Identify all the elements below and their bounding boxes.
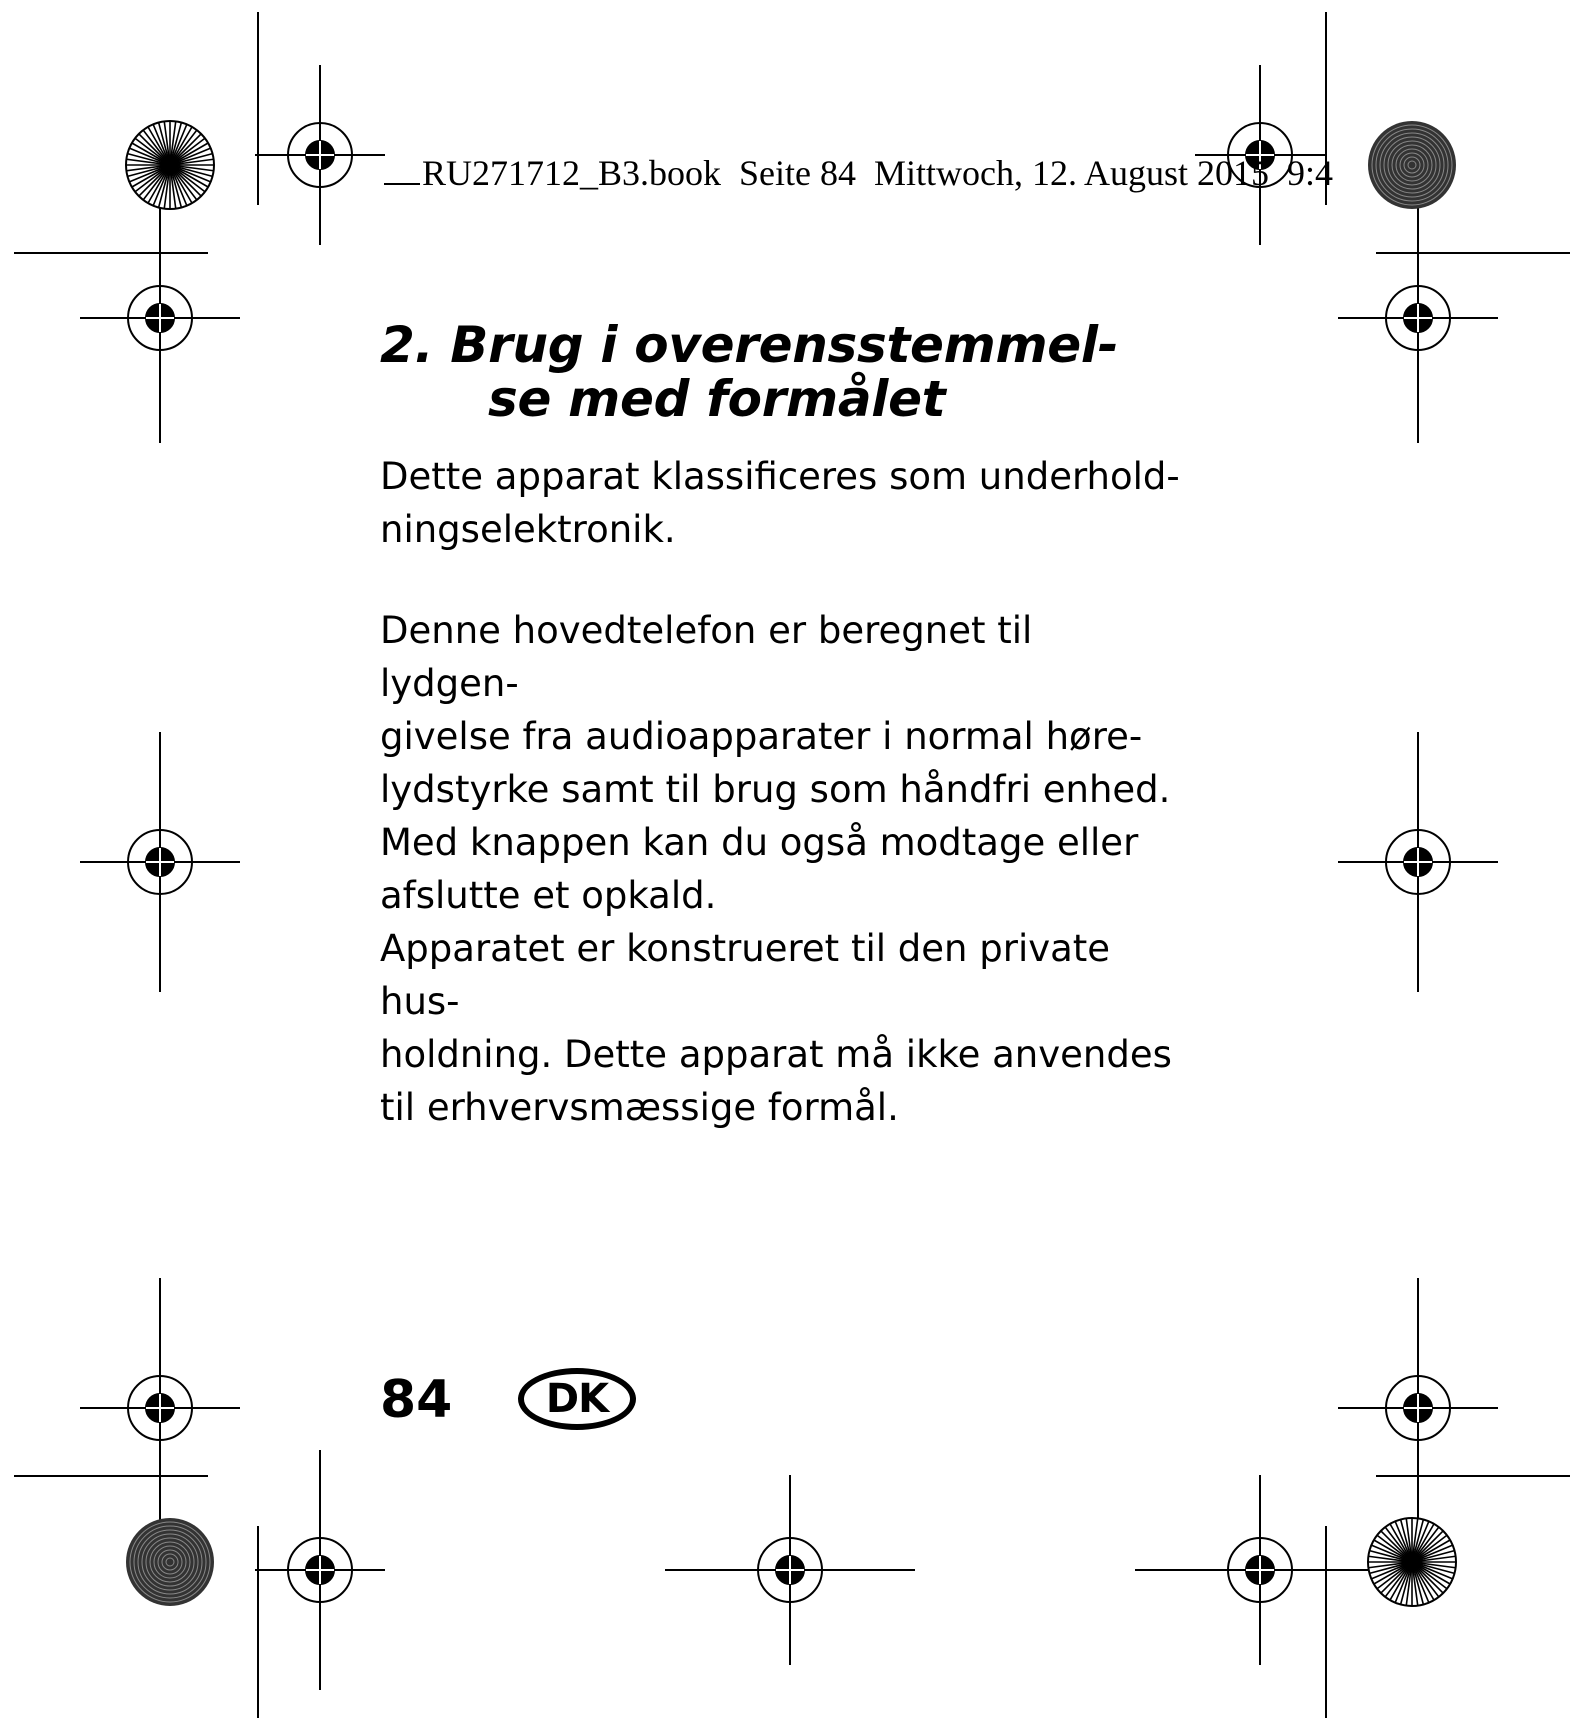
- registration-crosshair-icon: [1338, 193, 1498, 443]
- registration-crosshair-icon: [1338, 1278, 1498, 1538]
- text-line: givelse fra audioapparater i normal høre-: [380, 715, 1143, 758]
- registration-crosshair-icon: [255, 65, 385, 245]
- text-line: Dette apparat klassificeres som underhold-: [380, 455, 1180, 498]
- text-line: Denne hovedtelefon er beregnet til lydgen-: [380, 609, 1033, 705]
- paragraph-classification: [380, 450, 1180, 556]
- page-number: 84: [380, 1370, 453, 1430]
- slug-date: Mittwoch, 12. August 2015: [874, 153, 1270, 193]
- country-code-badge: DK: [518, 1368, 636, 1430]
- color-target-wheel-icon: [126, 1518, 214, 1606]
- slug-underscore: [384, 153, 420, 185]
- registration-crosshair-icon: [665, 1475, 915, 1665]
- section-title-line2: se med formålet: [488, 370, 946, 428]
- color-target-wheel-icon: [1368, 1518, 1456, 1606]
- slug-file: RU271712_B3.book: [422, 153, 722, 193]
- body-text: [380, 450, 1180, 1134]
- registration-crosshair-icon: [1135, 1475, 1385, 1665]
- text-line: Apparatet er konstrueret til den private hus-: [380, 927, 1111, 1023]
- registration-crosshair-icon: [80, 193, 240, 443]
- color-target-wheel-icon: [126, 121, 214, 209]
- registration-crosshair-icon: [80, 732, 240, 992]
- registration-crosshair-icon: [80, 1278, 240, 1538]
- text-line: afslutte et opkald.: [380, 874, 717, 917]
- text-line: til erhvervsmæssige formål.: [380, 1086, 899, 1129]
- paragraph-intended-use: [380, 604, 1180, 1134]
- slug-time: 9:4: [1287, 153, 1334, 193]
- text-line: holdning. Dette apparat må ikke anvendes: [380, 1033, 1172, 1076]
- registration-crosshair-icon: [1338, 732, 1498, 992]
- text-line: ningselektronik.: [380, 508, 676, 551]
- slug-page: Seite 84: [739, 153, 857, 193]
- section-title-line1: 2. Brug i overensstemmel-: [380, 316, 1119, 374]
- section-title: [380, 318, 1180, 426]
- text-line: Med knappen kan du også modtage eller: [380, 821, 1139, 864]
- print-slug-line: [384, 152, 1384, 194]
- registration-crosshair-icon: [255, 1450, 385, 1690]
- text-line: lydstyrke samt til brug som håndfri enhed.: [380, 768, 1171, 811]
